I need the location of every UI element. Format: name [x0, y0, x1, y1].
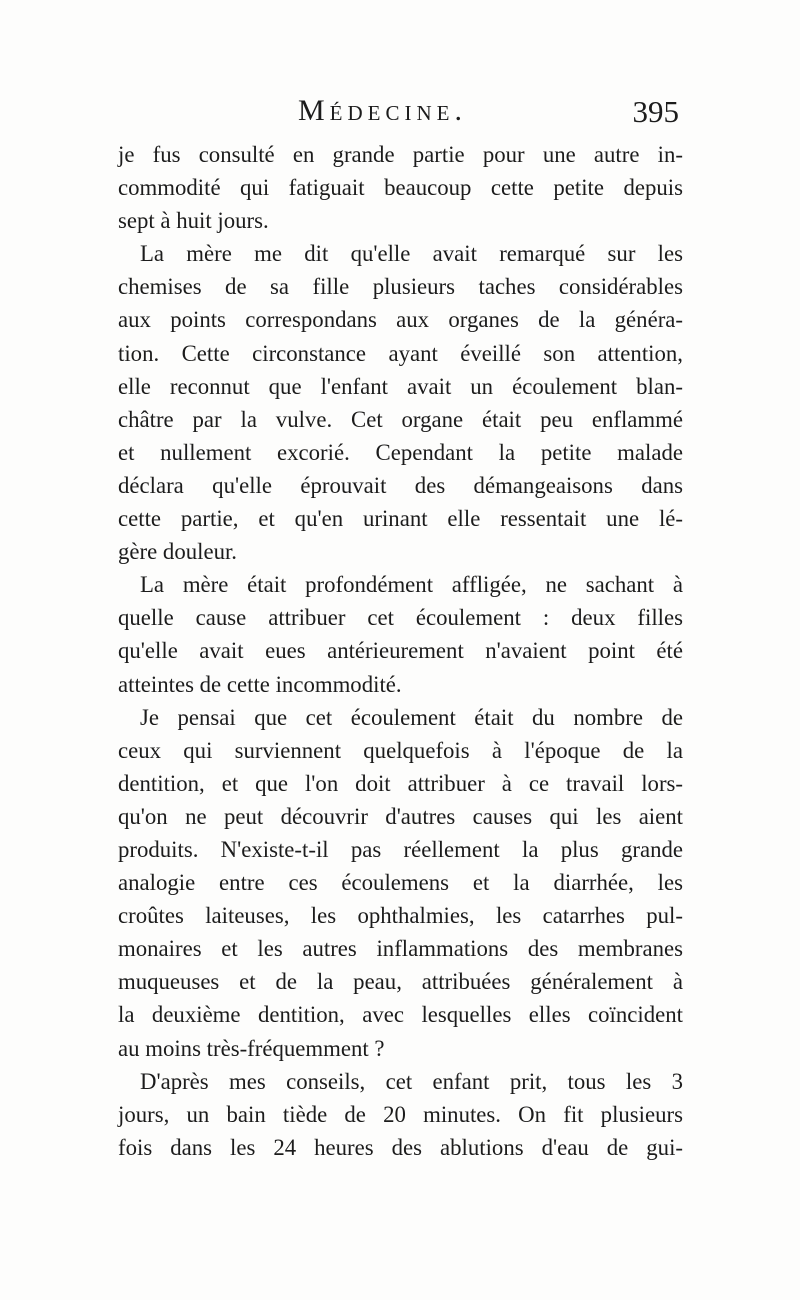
text-line: qu'on ne peut découvrir d'autres causes qui les aient — [118, 803, 683, 829]
text-line: tion. Cette circonstance ayant éveillé son attention, — [118, 340, 683, 366]
text-line: Je pensai que cet écoulement était du nombre de — [140, 704, 683, 730]
text-line: jours, un bain tiède de 20 minutes. On fit plusieurs — [118, 1101, 683, 1127]
text-line: analogie entre ces écoulemens et la diarrhée, les — [118, 870, 683, 896]
text-line: croûtes laiteuses, les ophthalmies, les catarrhes pul- — [118, 903, 683, 929]
text-line: La mère me dit qu'elle avait remarqué sur les — [140, 241, 683, 267]
text-line: elle reconnut que l'enfant avait un écoulement blan- — [118, 373, 683, 399]
text-line: produits. N'existe-t-il pas réellement la plus grande — [118, 836, 683, 862]
text-line: je fus consulté en grande partie pour une autre in- — [118, 142, 683, 167]
text-line: châtre par la vulve. Cet organe était peu enflammé — [118, 406, 683, 432]
body-text — [118, 138, 683, 1164]
text-line: monaires et les autres inflammations des membranes — [118, 936, 683, 962]
text-line: qu'elle avait eues antérieurement n'avaient point été — [118, 638, 683, 664]
text-line: sept à huit jours. — [118, 208, 269, 234]
page-header — [118, 94, 683, 134]
text-line: aux points correspondans aux organes de la généra- — [118, 307, 683, 333]
text-line: La mère était profondément affligée, ne sachant à — [140, 572, 683, 598]
text-line: déclara qu'elle éprouvait des démangeaisons dans — [118, 472, 683, 498]
text-line: commodité qui fatiguait beaucoup cette petite depuis — [118, 175, 683, 201]
text-line: gère douleur. — [118, 539, 238, 565]
text-line: et nullement excorié. Cependant la petite malade — [118, 439, 683, 465]
running-title: Médecine. — [298, 94, 467, 127]
text-line: chemises de sa fille plusieurs taches considérables — [118, 274, 683, 300]
text-line: atteintes de cette incommodité. — [118, 671, 402, 697]
text-line: D'après mes conseils, cet enfant prit, tous les 3 — [140, 1068, 683, 1094]
page-number: 395 — [632, 94, 679, 129]
text-line: ceux qui surviennent quelquefois à l'époque de la — [118, 737, 683, 763]
text-line: la deuxième dentition, avec lesquelles elles coïncident — [118, 1002, 683, 1028]
text-line: fois dans les 24 heures des ablutions d'eau de gui- — [118, 1134, 683, 1160]
text-line: cette partie, et qu'en urinant elle ressentait une lé- — [118, 506, 683, 532]
text-line: muqueuses et de la peau, attribuées généralement à — [118, 969, 683, 995]
text-line: quelle cause attribuer cet écoulement : deux filles — [118, 605, 683, 631]
text-line: dentition, et que l'on doit attribuer à ce travail lors- — [118, 770, 683, 796]
text-line: au moins très-fréquemment ? — [118, 1035, 385, 1061]
